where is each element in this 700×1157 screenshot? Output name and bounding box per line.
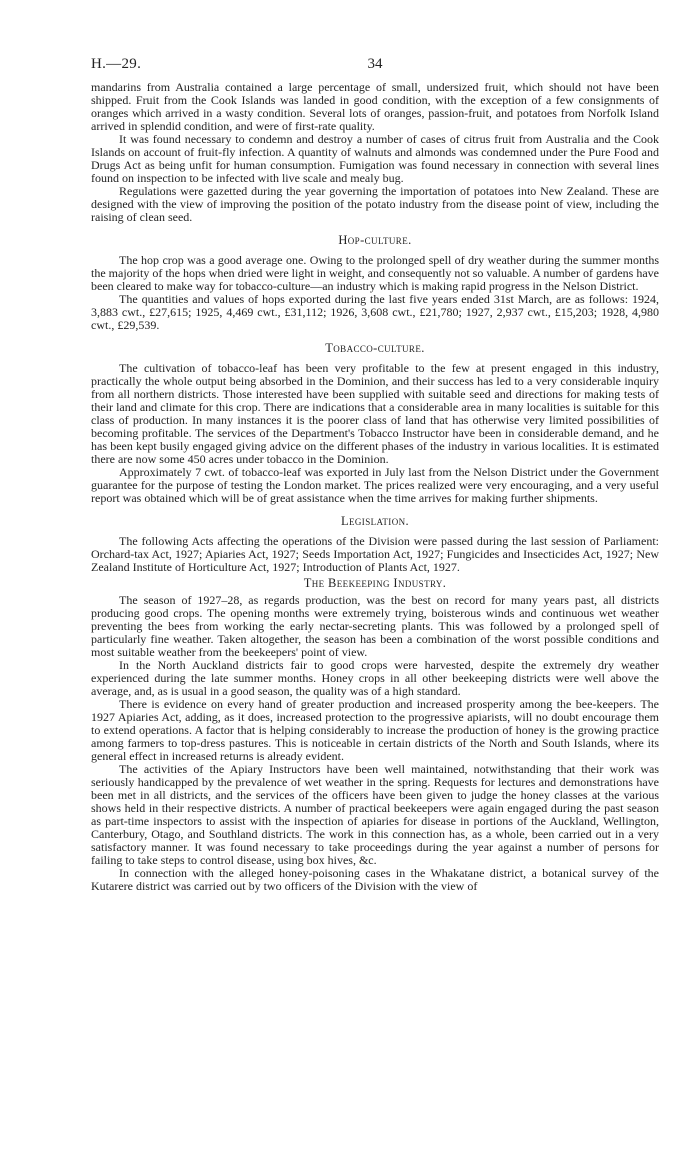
paragraph: mandarins from Australia contained a large percentage of small, undersized fruit, which should not have been shipped. Fruit from the Cook Islands was landed in good condition, with the exception of a few consignments of oranges which arrived in a wasty condition. Several lots of oranges, passion-fruit, and potatoes from Norfolk Island arrived in splendid condition, and were of first-rate quality. [91, 80, 659, 133]
page-header [91, 56, 659, 76]
running-head: H.—29. [91, 56, 142, 72]
paragraph: In connection with the alleged honey-poisoning cases in the Whakatane district, a botanical survey of the Kutarere district was carried out by two officers of the Division with the view of [91, 866, 659, 893]
section-heading-beekeeping: The Beekeeping Industry. [303, 576, 447, 590]
paragraph: The season of 1927–28, as regards production, was the best on record for many years past, all districts producing good crops. The opening months were extremely trying, boisterous winds and continuous wet weather preventing the bees from working the early nectar-secreting plants. This was followed by a prolonged spell of particularly fine weather. Taken altogether, the season has been a combination of the worst possible conditions and most suitable weather from the beekeepers' point of view. [91, 593, 659, 659]
page-number: 34 [367, 56, 383, 72]
section-heading-legislation: Legislation. [340, 514, 410, 528]
paragraph: There is evidence on every hand of greater production and increased prosperity among the bee-keepers. The 1927 Apiaries Act, adding, as it does, increased protection to the progressive apiarists, will no doubt encourage them to extend operations. A factor that is helping considerably to increase the production of honey is the growing practice among farmers to top-dress pastures. This is noticeable in certain districts of the North and South Islands, where its general effect in increased returns is already evident. [91, 697, 659, 763]
paragraph: The cultivation of tobacco-leaf has been very profitable to the few at present engaged in this industry, practically the whole output being absorbed in the Dominion, and their success has led to a very considerable inquiry from all northern districts. Those interested have been supplied with suitable seed and directions for making tests of their land and climate for this crop. There are indications that a considerable area in many localities is suitable for this class of production. In many instances it is the poorer class of land that has otherwise very limited possibilities of becoming profitable. The services of the Department's Tobacco Instructor have been in considerable demand, and he has been kept busily engaged giving advice on the different phases of the industry in various localities. It is estimated there are now some 450 acres under tobacco in the Dominion. [91, 361, 659, 466]
paragraph: Regulations were gazetted during the year governing the importation of potatoes into New Zealand. These are designed with the view of improving the position of the potato industry from the disease point of view, including the raising of clean seed. [91, 184, 659, 224]
section-heading-tobacco-culture: Tobacco-culture. [325, 341, 425, 355]
body-text [91, 81, 659, 893]
paragraph: In the North Auckland districts fair to good crops were harvested, despite the extremely dry weather experienced during the late summer months. Honey crops in all other beekeeping districts were well above the average, and, as is usual in a good season, the quality was of a high standard. [91, 658, 659, 698]
paragraph: It was found necessary to condemn and destroy a number of cases of citrus fruit from Australia and the Cook Islands on account of fruit-fly infection. A quantity of walnuts and almonds was condemned under the Pure Food and Drugs Act as being unfit for human consumption. Fumigation was found necessary in connection with several lines found on inspection to be infected with live scale and mealy bug. [91, 132, 659, 185]
paragraph: The following Acts affecting the operations of the Division were passed during the last session of Parliament: Orchard-tax Act, 1927; Apiaries Act, 1927; Seeds Importation Act, 1927; Fungicides and Insecticides Act, 1927; New Zealand Institute of Horticulture Act, 1927; Introduction of Plants Act, 1927. [91, 534, 659, 574]
paragraph: The quantities and values of hops exported during the last five years ended 31st March, are as follows: 1924, 3,883 cwt., £27,615; 1925, 4,469 cwt., £31,112; 1926, 3,608 cwt., £21,780; 1927, 2,937 cwt., £15,203; 1928, 4,980 cwt., £29,539. [91, 292, 659, 332]
section-heading-hop-culture: Hop-culture. [338, 233, 412, 247]
paragraph: Approximately 7 cwt. of tobacco-leaf was exported in July last from the Nelson District under the Government guarantee for the purpose of testing the London market. The prices realized were very encouraging, and a very useful report was obtained which will be of great assistance when the time arrives for making further shipments. [91, 465, 659, 505]
paragraph: The activities of the Apiary Instructors have been well maintained, notwithstanding that their work was seriously handicapped by the prevalence of wet weather in the spring. Requests for lectures and demonstrations have been met in all districts, and the services of the officers have been given to judge the honey classes at the various shows held in their respective districts. A number of practical beekeepers were again engaged during the past season as part-time inspectors to assist with the inspection of apiaries for disease in portions of the Auckland, Wellington, Canterbury, Otago, and Southland districts. The work in this connection has, as a whole, been carried out in a very satisfactory manner. It was found necessary to take proceedings during the year against a number of persons for failing to take steps to control disease, using box hives, &c. [91, 762, 659, 867]
paragraph: The hop crop was a good average one. Owing to the prolonged spell of dry weather during the summer months the majority of the hops when dried were light in weight, and consequently not so valuable. A number of gardens have been cleared to make way for tobacco-culture—an industry which is making rapid progress in the Nelson District. [91, 253, 659, 293]
